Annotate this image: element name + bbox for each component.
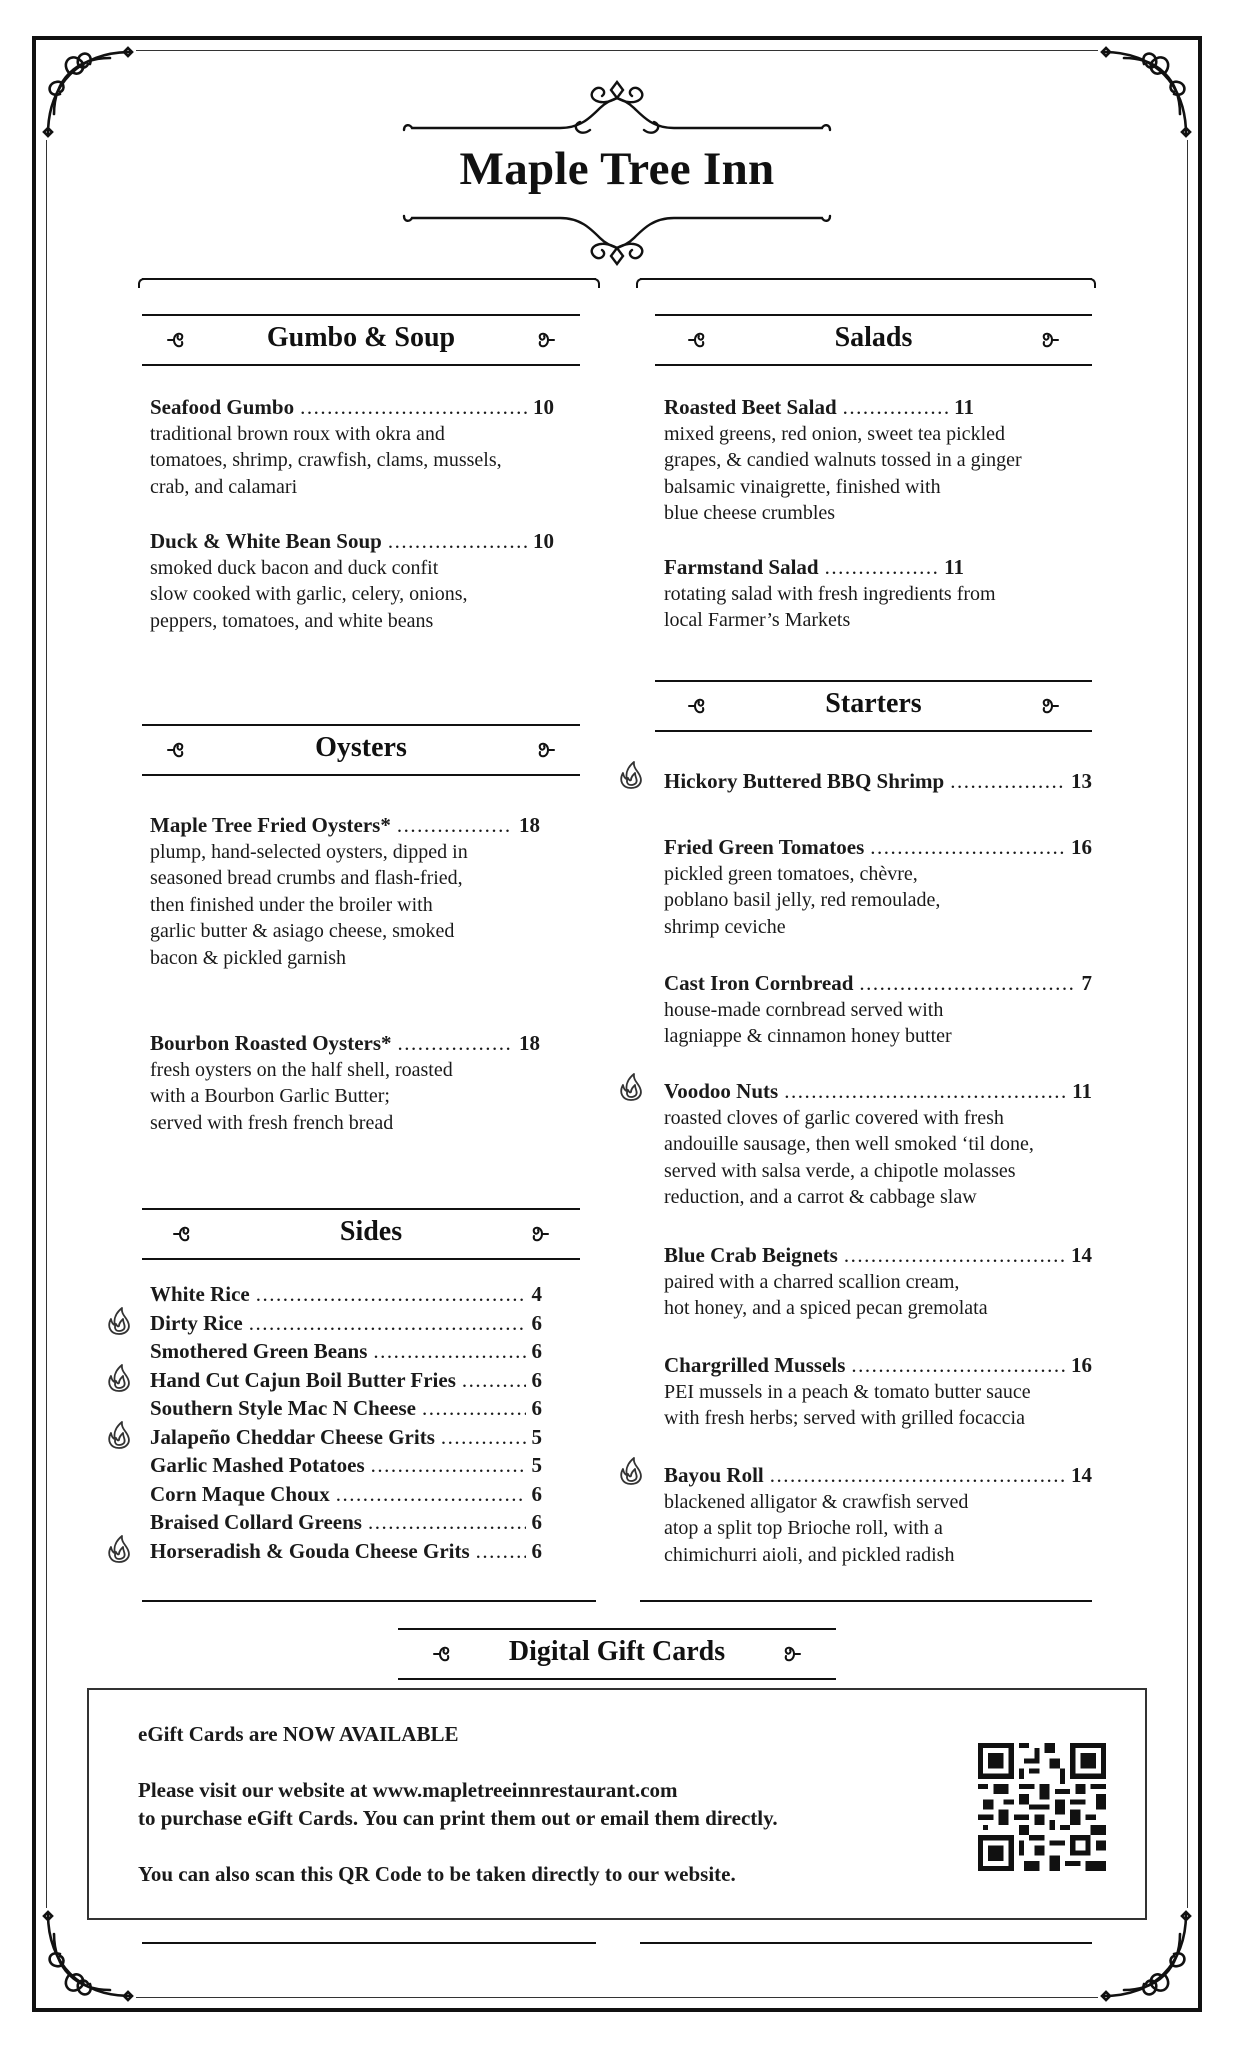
side-item-row: [150, 1480, 542, 1509]
item-description-line: slow cooked with garlic, celery, onions,: [150, 583, 468, 605]
item-description-line: garlic butter & asiago cheese, smoked: [150, 920, 455, 942]
menu-item-row: [664, 394, 974, 421]
leader-dots: [870, 834, 1065, 861]
item-description: [664, 1269, 1092, 1322]
item-name: Seafood Gumbo: [150, 395, 295, 419]
item-description-line: peppers, tomatoes, and white beans: [150, 609, 434, 632]
item-price: 13: [1071, 769, 1092, 793]
item-description-line: blue cheese crumbles: [664, 502, 836, 524]
item-name: Dirty Rice: [150, 1310, 243, 1335]
title-bottom-ornament: [400, 208, 834, 268]
item-description-line: roasted cloves of garlic covered with fresh: [664, 1106, 1004, 1129]
flame-icon: [104, 1534, 134, 1564]
item-description: [664, 1489, 1092, 1569]
gift-card-purchase-line: to purchase eGift Cards. You can print them out or email them directly.: [138, 1806, 778, 1830]
restaurant-title: Maple Tree Inn: [459, 143, 775, 195]
corner-flourish-bottom-left: [40, 1908, 136, 2004]
section-title-salads: Salads: [834, 322, 913, 353]
item-description-line: plump, hand-selected oysters, dipped in: [150, 840, 468, 863]
menu-item-beet-salad: [664, 394, 1022, 527]
section-title-sides: Sides: [339, 1216, 403, 1247]
section-title-oysters: Oysters: [315, 732, 407, 763]
menu-item-row: [664, 1242, 1092, 1269]
leader-dots: [476, 1537, 526, 1566]
flame-icon: [616, 1072, 646, 1102]
right-column-top-rule: [640, 278, 1092, 280]
menu-item-cornbread: [664, 970, 1092, 1050]
menu-item-row: [664, 768, 1092, 795]
item-name: Chargrilled Mussels: [664, 1353, 846, 1377]
swirl-icon: [1034, 694, 1060, 718]
item-description-line: crab, and calamari: [150, 475, 298, 498]
item-description-line: grapes, & candied walnuts tossed in a ginger: [664, 449, 1022, 471]
item-description: [664, 1379, 1092, 1432]
item-price: 11: [1072, 1079, 1092, 1103]
item-description-line: paired with a charred scallion cream,: [664, 1270, 960, 1293]
menu-item-row: [150, 528, 554, 555]
side-item-row: [150, 1337, 542, 1366]
menu-item-row: [664, 1078, 1092, 1105]
left-column-top-rule: [142, 278, 596, 280]
item-price: 6: [531, 1310, 542, 1335]
item-name: Bayou Roll: [664, 1463, 764, 1487]
leader-dots: [373, 1337, 525, 1366]
item-price: 11: [954, 395, 974, 419]
item-name: Fried Green Tomatoes: [664, 835, 865, 859]
menu-item-row: [150, 394, 554, 421]
flame-icon: [104, 1306, 134, 1336]
item-description: [664, 581, 1084, 634]
item-description-line: seasoned bread crumbs and flash-fried,: [150, 867, 463, 889]
section-header-starters: [655, 680, 1092, 732]
item-price: 6: [531, 1396, 542, 1420]
item-description-line: hot honey, and a spiced pecan gremolata: [664, 1297, 988, 1319]
item-description: [664, 1105, 1092, 1211]
item-name: Horseradish & Gouda Cheese Grits: [150, 1538, 470, 1563]
leader-dots: [371, 1451, 526, 1480]
flame-icon: [104, 1420, 134, 1450]
menu-item-row: [150, 812, 540, 839]
corner-flourish-top-right: [1098, 44, 1194, 140]
item-price: 6: [531, 1510, 542, 1534]
gift-card-availability: eGift Cards are NOW AVAILABLE: [138, 1722, 459, 1746]
item-description-line: atop a split top Brioche roll, with a: [664, 1517, 943, 1539]
section-header-gift-cards: [398, 1628, 836, 1680]
leader-dots: [336, 1480, 526, 1509]
item-description-line: chimichurri aioli, and pickled radish: [664, 1543, 955, 1566]
item-price: 18: [519, 813, 540, 837]
side-item-row: [150, 1451, 542, 1480]
item-price: 14: [1071, 1463, 1092, 1487]
section-header-gumbo: [142, 314, 580, 366]
left-column-bottom-rule: [142, 1600, 596, 1602]
item-description: [150, 1057, 540, 1137]
item-description-line: traditional brown roux with okra and: [150, 422, 445, 445]
leader-dots: [825, 554, 939, 581]
leader-dots: [441, 1423, 526, 1452]
item-description-line: with fresh herbs; served with grilled focaccia: [664, 1407, 1025, 1429]
item-price: 6: [531, 1481, 542, 1506]
corner-flourish-top-left: [40, 44, 136, 140]
item-description-line: then finished under the broiler with: [150, 893, 433, 916]
swirl-icon: [530, 328, 556, 352]
section-header-sides: [142, 1208, 580, 1260]
menu-item-chargrilled-mussels: [664, 1352, 1092, 1432]
item-description-line: tomatoes, shrimp, crawfish, clams, mussels,: [150, 449, 502, 471]
gift-card-text: [138, 1720, 778, 1888]
menu-item-row: [664, 1462, 1092, 1489]
item-description: [150, 839, 540, 972]
section-title-gift-cards: Digital Gift Cards: [508, 1636, 726, 1667]
item-name: Blue Crab Beignets: [664, 1243, 838, 1267]
swirl-icon: [524, 1222, 550, 1246]
menu-item-row: [664, 554, 964, 581]
item-price: 14: [1071, 1243, 1092, 1267]
item-name: Hickory Buttered BBQ Shrimp: [664, 769, 945, 793]
leader-dots: [249, 1309, 526, 1338]
leader-dots: [300, 394, 527, 421]
menu-item-bayou-roll: [664, 1462, 1092, 1568]
swirl-icon: [530, 738, 556, 762]
item-price: 6: [531, 1367, 542, 1392]
item-description-line: served with fresh french bread: [150, 1111, 394, 1134]
corner-flourish-bottom-right: [1098, 1908, 1194, 2004]
item-name: White Rice: [150, 1282, 250, 1306]
item-description-line: reduction, and a carrot & cabbage slaw: [664, 1186, 977, 1208]
menu-item-row: [664, 1352, 1092, 1379]
leader-dots: [398, 1030, 513, 1057]
menu-item-row: [664, 834, 1092, 861]
flame-icon: [616, 760, 646, 790]
item-name: Braised Collard Greens: [150, 1510, 362, 1534]
item-price: 5: [531, 1424, 542, 1449]
side-item-row: [150, 1537, 542, 1566]
section-header-salads: [655, 314, 1092, 366]
item-description-line: pickled green tomatoes, chèvre,: [664, 862, 918, 885]
menu-item-fried-green-tomatoes: [664, 834, 1092, 940]
menu-item-fried-oysters: [150, 812, 540, 971]
leader-dots: [397, 812, 513, 839]
item-description-line: blackened alligator & crawfish served: [664, 1490, 969, 1513]
leader-dots: [770, 1462, 1065, 1489]
section-title-gumbo: Gumbo & Soup: [266, 322, 456, 353]
item-name: Voodoo Nuts: [664, 1079, 779, 1103]
right-column-bottom-rule: [640, 1600, 1092, 1602]
item-description-line: bacon & pickled garnish: [150, 946, 347, 969]
swirl-icon: [1034, 328, 1060, 352]
item-description-line: local Farmer’s Markets: [664, 609, 851, 631]
item-name: Hand Cut Cajun Boil Butter Fries: [150, 1367, 456, 1392]
leader-dots: [859, 970, 1075, 997]
menu-item-row: [150, 1030, 540, 1057]
item-description-line: smoked duck bacon and duck confit: [150, 556, 439, 579]
leader-dots: [368, 1508, 526, 1537]
item-price: 16: [1071, 1353, 1092, 1377]
menu-item-bourbon-oysters: [150, 1030, 540, 1136]
item-name: Duck & White Bean Soup: [150, 529, 382, 553]
flame-icon: [616, 1456, 646, 1486]
item-price: 16: [1071, 835, 1092, 859]
item-name: Bourbon Roasted Oysters*: [150, 1031, 392, 1055]
item-description-line: mixed greens, red onion, sweet tea pickled: [664, 422, 1005, 445]
item-description-line: PEI mussels in a peach & tomato butter sauce: [664, 1380, 1031, 1403]
item-description-line: house-made cornbread served with: [664, 998, 944, 1021]
footer-right-rule: [640, 1942, 1092, 1944]
side-item-row: [150, 1508, 542, 1537]
item-name: Roasted Beet Salad: [664, 395, 837, 419]
sides-list: [150, 1280, 542, 1565]
side-item-row: [150, 1309, 542, 1338]
item-price: 11: [944, 555, 964, 579]
item-description-line: served with salsa verde, a chipotle molasses: [664, 1159, 1016, 1182]
item-description-line: shrimp ceviche: [664, 915, 786, 938]
menu-item-row: [664, 970, 1092, 997]
item-name: Maple Tree Fried Oysters*: [150, 813, 391, 837]
item-name: Farmstand Salad: [664, 555, 819, 579]
item-name: Jalapeño Cheddar Cheese Grits: [150, 1424, 435, 1449]
item-description-line: fresh oysters on the half shell, roasted: [150, 1058, 453, 1081]
leader-dots: [843, 394, 948, 421]
swirl-icon: [776, 1642, 802, 1666]
menu-item-crab-beignets: [664, 1242, 1092, 1322]
item-price: 6: [531, 1538, 542, 1563]
item-description-line: with a Bourbon Garlic Butter;: [150, 1085, 390, 1107]
gift-card-spacer: [138, 1832, 778, 1860]
item-price: 7: [1081, 971, 1092, 995]
leader-dots: [950, 768, 1065, 795]
gift-card-spacer: [138, 1748, 778, 1776]
item-description: [150, 555, 554, 635]
leader-dots: [388, 528, 527, 555]
item-description: [150, 421, 554, 501]
leader-dots: [256, 1280, 526, 1309]
item-price: 4: [531, 1282, 542, 1306]
item-description-line: andouille sausage, then well smoked ‘til done,: [664, 1133, 1034, 1155]
item-description: [664, 421, 1084, 527]
menu-item-duck-soup: [150, 528, 554, 634]
menu-item-voodoo-nuts: [664, 1078, 1092, 1211]
leader-dots: [844, 1242, 1065, 1269]
item-price: 10: [533, 529, 554, 553]
menu-item-farmstand-salad: [664, 554, 996, 634]
side-item-row: [150, 1394, 542, 1423]
item-description-line: poblano basil jelly, red remoulade,: [664, 889, 941, 911]
item-description: [664, 997, 1092, 1050]
leader-dots: [462, 1366, 526, 1395]
item-name: Southern Style Mac N Cheese: [150, 1396, 416, 1420]
menu-item-bbq-shrimp: [664, 768, 1092, 795]
side-item-row: [150, 1366, 542, 1395]
item-name: Cast Iron Cornbread: [664, 971, 854, 995]
item-description-line: balsamic vinaigrette, finished with: [664, 475, 941, 498]
gift-card-qr-line: You can also scan this QR Code to be taken directly to our website.: [138, 1862, 736, 1886]
item-description-line: lagniappe & cinnamon honey butter: [664, 1025, 952, 1047]
title-top-ornament: [400, 78, 834, 148]
leader-dots: [784, 1078, 1066, 1105]
gift-card-website-line: Please visit our website at www.mapletreeinnrestaurant.com: [138, 1778, 678, 1802]
flame-icon: [104, 1363, 134, 1393]
menu-item-seafood-gumbo: [150, 394, 554, 500]
item-name: Corn Maque Choux: [150, 1481, 330, 1506]
side-item-row: [150, 1423, 542, 1452]
item-price: 18: [519, 1031, 540, 1055]
section-header-oysters: [142, 724, 580, 776]
item-price: 5: [531, 1453, 542, 1477]
item-name: Garlic Mashed Potatoes: [150, 1453, 365, 1477]
side-item-row: [150, 1280, 542, 1309]
leader-dots: [851, 1352, 1065, 1379]
item-description-line: rotating salad with fresh ingredients from: [664, 582, 996, 605]
leader-dots: [422, 1394, 526, 1423]
section-title-starters: Starters: [825, 688, 922, 719]
item-description: [664, 861, 1092, 941]
item-price: 6: [531, 1339, 542, 1363]
qr-code[interactable]: [978, 1743, 1106, 1871]
item-name: Smothered Green Beans: [150, 1339, 368, 1363]
item-price: 10: [533, 395, 554, 419]
footer-left-rule: [142, 1942, 596, 1944]
